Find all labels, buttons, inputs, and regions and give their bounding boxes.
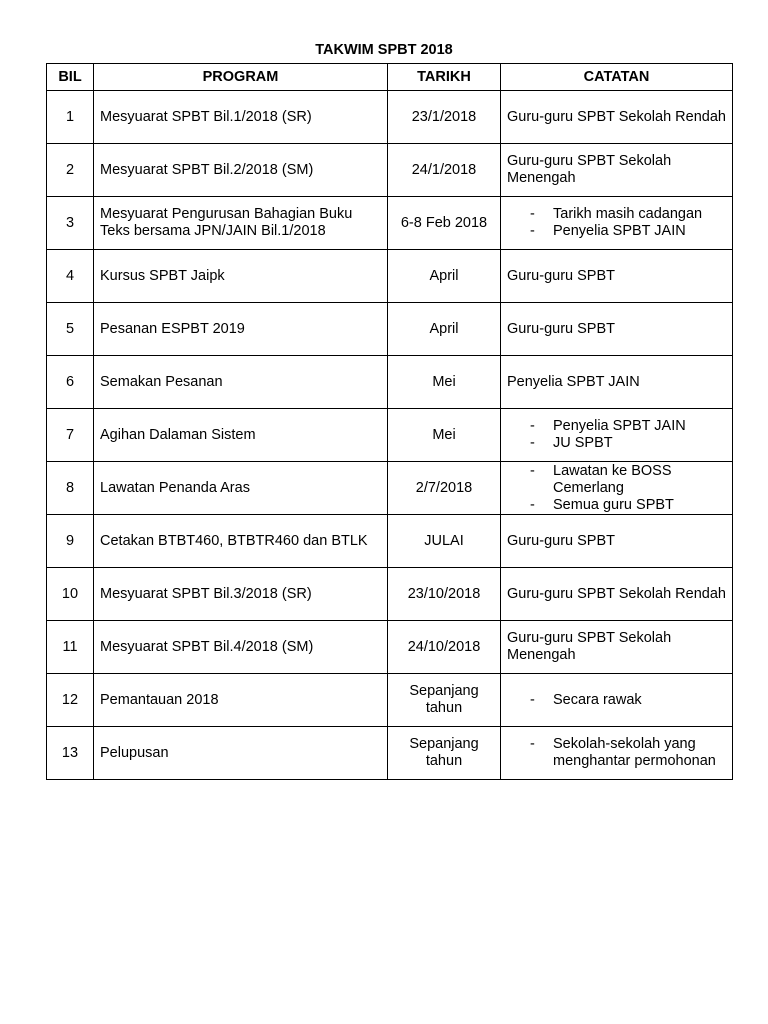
cell-tarikh: Sepanjang tahun	[388, 727, 501, 780]
cell-tarikh: Mei	[388, 409, 501, 462]
catatan-list-text: Secara rawak	[553, 691, 642, 708]
cell-program: Lawatan Penanda Aras	[94, 462, 388, 515]
catatan-list-item	[507, 223, 726, 240]
table-row	[47, 674, 733, 727]
cell-bil: 1	[47, 91, 94, 144]
cell-catatan	[501, 674, 733, 727]
cell-catatan	[501, 727, 733, 780]
cell-bil: 11	[47, 621, 94, 674]
cell-tarikh: 23/1/2018	[388, 91, 501, 144]
cell-program: Semakan Pesanan	[94, 356, 388, 409]
dash-bullet: -	[530, 223, 535, 239]
catatan-list	[507, 418, 726, 452]
header-bil: BIL	[47, 64, 94, 91]
cell-tarikh: April	[388, 303, 501, 356]
cell-tarikh: 2/7/2018	[388, 462, 501, 515]
cell-program: Mesyuarat SPBT Bil.1/2018 (SR)	[94, 91, 388, 144]
cell-catatan: Guru-guru SPBT Sekolah Menengah	[501, 144, 733, 197]
catatan-list-item	[507, 206, 726, 223]
cell-program: Cetakan BTBT460, BTBTR460 dan BTLK	[94, 515, 388, 568]
catatan-list-text: JU SPBT	[553, 435, 613, 451]
cell-tarikh: JULAI	[388, 515, 501, 568]
dash-bullet: -	[530, 496, 535, 513]
catatan-list	[507, 692, 726, 709]
cell-bil: 3	[47, 197, 94, 250]
cell-program: Mesyuarat Pengurusan Bahagian Buku Teks bersama JPN/JAIN Bil.1/2018	[94, 197, 388, 250]
cell-bil: 6	[47, 356, 94, 409]
cell-catatan	[501, 409, 733, 462]
table-row	[47, 197, 733, 250]
catatan-list-item	[507, 736, 726, 770]
table-header-row	[47, 64, 733, 91]
cell-program: Pemantauan 2018	[94, 674, 388, 727]
dash-bullet: -	[530, 691, 535, 708]
cell-bil: 8	[47, 462, 94, 515]
cell-catatan: Penyelia SPBT JAIN	[501, 356, 733, 409]
document-title: TAKWIM SPBT 2018	[315, 42, 453, 58]
catatan-list-text: Penyelia SPBT JAIN	[553, 418, 686, 434]
catatan-list-text: Penyelia SPBT JAIN	[553, 223, 686, 239]
cell-program: Pelupusan	[94, 727, 388, 780]
cell-bil: 10	[47, 568, 94, 621]
cell-bil: 12	[47, 674, 94, 727]
dash-bullet: -	[530, 736, 535, 752]
cell-catatan: Guru-guru SPBT	[501, 515, 733, 568]
cell-program: Mesyuarat SPBT Bil.4/2018 (SM)	[94, 621, 388, 674]
catatan-list	[507, 206, 726, 240]
cell-bil: 2	[47, 144, 94, 197]
cell-tarikh: Sepanjang tahun	[388, 674, 501, 727]
takwim-table	[46, 63, 733, 780]
table-row	[47, 727, 733, 780]
dash-bullet: -	[530, 462, 535, 479]
cell-bil: 9	[47, 515, 94, 568]
table-row	[47, 462, 733, 515]
table-row	[47, 250, 733, 303]
cell-tarikh: April	[388, 250, 501, 303]
cell-bil: 4	[47, 250, 94, 303]
cell-catatan	[501, 197, 733, 250]
cell-program: Pesanan ESPBT 2019	[94, 303, 388, 356]
cell-catatan: Guru-guru SPBT	[501, 303, 733, 356]
cell-tarikh: Mei	[388, 356, 501, 409]
dash-bullet: -	[530, 418, 535, 434]
dash-bullet: -	[530, 435, 535, 451]
table-row	[47, 568, 733, 621]
catatan-list-text: Sekolah-sekolah yang menghantar permohonan	[553, 736, 716, 769]
catatan-list-text: Tarikh masih cadangan	[553, 206, 703, 222]
header-program: PROGRAM	[94, 64, 388, 91]
cell-catatan: Guru-guru SPBT	[501, 250, 733, 303]
table-row	[47, 409, 733, 462]
cell-program: Mesyuarat SPBT Bil.3/2018 (SR)	[94, 568, 388, 621]
cell-program: Mesyuarat SPBT Bil.2/2018 (SM)	[94, 144, 388, 197]
cell-bil: 5	[47, 303, 94, 356]
catatan-list-item	[507, 497, 726, 514]
cell-tarikh: 24/1/2018	[388, 144, 501, 197]
cell-bil: 13	[47, 727, 94, 780]
header-catatan: CATATAN	[501, 64, 733, 91]
cell-catatan	[501, 462, 733, 515]
catatan-list	[507, 736, 726, 770]
catatan-list-text: Lawatan ke BOSS Cemerlang	[553, 462, 672, 496]
cell-program: Agihan Dalaman Sistem	[94, 409, 388, 462]
dash-bullet: -	[530, 206, 535, 222]
cell-bil: 7	[47, 409, 94, 462]
table-row	[47, 356, 733, 409]
table-row	[47, 621, 733, 674]
catatan-list-item	[507, 463, 726, 497]
cell-catatan: Guru-guru SPBT Sekolah Rendah	[501, 568, 733, 621]
cell-tarikh: 24/10/2018	[388, 621, 501, 674]
cell-catatan: Guru-guru SPBT Sekolah Rendah	[501, 91, 733, 144]
table-body	[47, 91, 733, 780]
cell-program: Kursus SPBT Jaipk	[94, 250, 388, 303]
catatan-list-item	[507, 418, 726, 435]
catatan-list-item	[507, 692, 726, 709]
cell-catatan: Guru-guru SPBT Sekolah Menengah	[501, 621, 733, 674]
table-row	[47, 91, 733, 144]
catatan-list-text: Semua guru SPBT	[553, 496, 674, 513]
cell-tarikh: 23/10/2018	[388, 568, 501, 621]
catatan-list-item	[507, 435, 726, 452]
catatan-list	[507, 463, 726, 514]
table-row	[47, 144, 733, 197]
header-tarikh: TARIKH	[388, 64, 501, 91]
cell-tarikh: 6-8 Feb 2018	[388, 197, 501, 250]
table-row	[47, 303, 733, 356]
table-row	[47, 515, 733, 568]
